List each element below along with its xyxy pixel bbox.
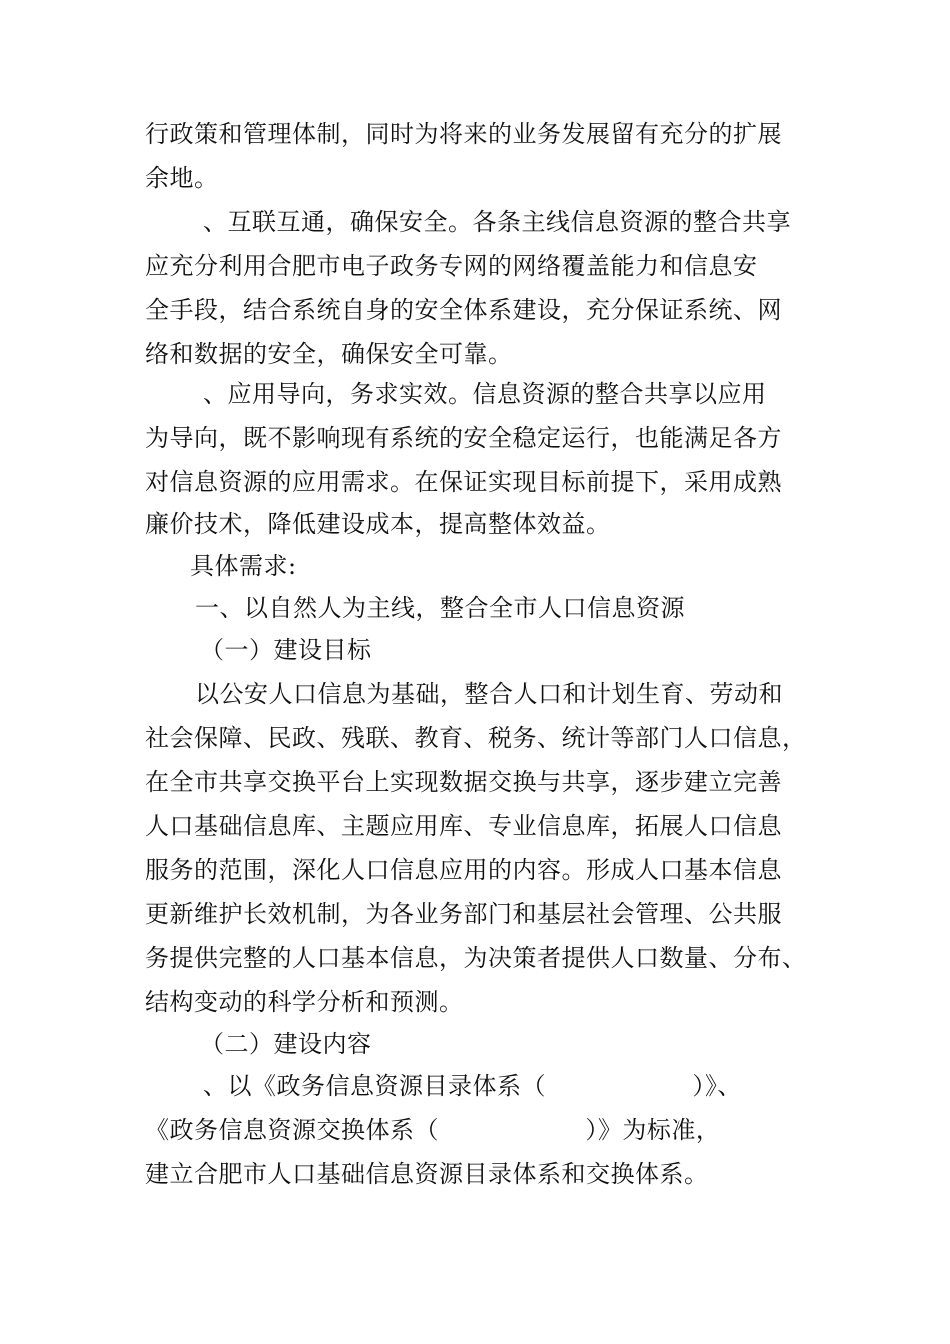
paragraph-line: 对信息资源的应用需求。在保证实现目标前提下，采用成熟: [145, 468, 782, 496]
paragraph-line: 、以《政务信息资源目录体系（ ）》、: [203, 1072, 742, 1100]
paragraph-line: 余地。: [145, 164, 219, 192]
section-label: 具体需求:: [190, 552, 297, 580]
paragraph-line: 为导向，既不影响现有系统的安全稳定运行，也能满足各方: [145, 424, 782, 452]
paragraph-line: 务提供完整的人口基本信息，为决策者提供人口数量、分布、: [145, 944, 807, 972]
paragraph-line: 结构变动的科学分析和预测。: [145, 988, 464, 1016]
paragraph-line: 服务的范围，深化人口信息应用的内容。形成人口基本信息: [145, 856, 782, 884]
paragraph-line: 、互联互通，确保安全。各条主线信息资源的整合共享: [203, 208, 791, 236]
paragraph-line: 人口基础信息库、主题应用库、专业信息库，拓展人口信息: [145, 812, 782, 840]
paragraph-line: 、应用导向，务求实效。信息资源的整合共享以应用: [203, 380, 767, 408]
paragraph-line: 以公安人口信息为基础，整合人口和计划生育、劳动和: [195, 680, 783, 708]
paragraph-line: 在全市共享交换平台上实现数据交换与共享，逐步建立完善: [145, 768, 782, 796]
subsection-heading: （二）建设内容: [200, 1030, 372, 1058]
section-heading: 一、以自然人为主线，整合全市人口信息资源: [195, 594, 685, 622]
paragraph-line: 络和数据的安全，确保安全可靠。: [145, 340, 513, 368]
paragraph-line: 廉价技术，降低建设成本，提高整体效益。: [145, 510, 611, 538]
subsection-heading: （一）建设目标: [200, 636, 372, 664]
paragraph-line: 应充分利用合肥市电子政务专网的网络覆盖能力和信息安: [145, 252, 758, 280]
paragraph-line: 社会保障、民政、残联、教育、税务、统计等部门人口信息，: [145, 724, 807, 752]
paragraph-line: 建立合肥市人口基础信息资源目录体系和交换体系。: [145, 1160, 709, 1188]
paragraph-line: 全手段，结合系统自身的安全体系建设，充分保证系统、网: [145, 296, 782, 324]
paragraph-line: 《政务信息资源交换体系（ ）》为标准，: [145, 1116, 721, 1144]
paragraph-line: 更新维护长效机制，为各业务部门和基层社会管理、公共服: [145, 900, 782, 928]
paragraph-line: 行政策和管理体制，同时为将来的业务发展留有充分的扩展: [145, 120, 782, 148]
